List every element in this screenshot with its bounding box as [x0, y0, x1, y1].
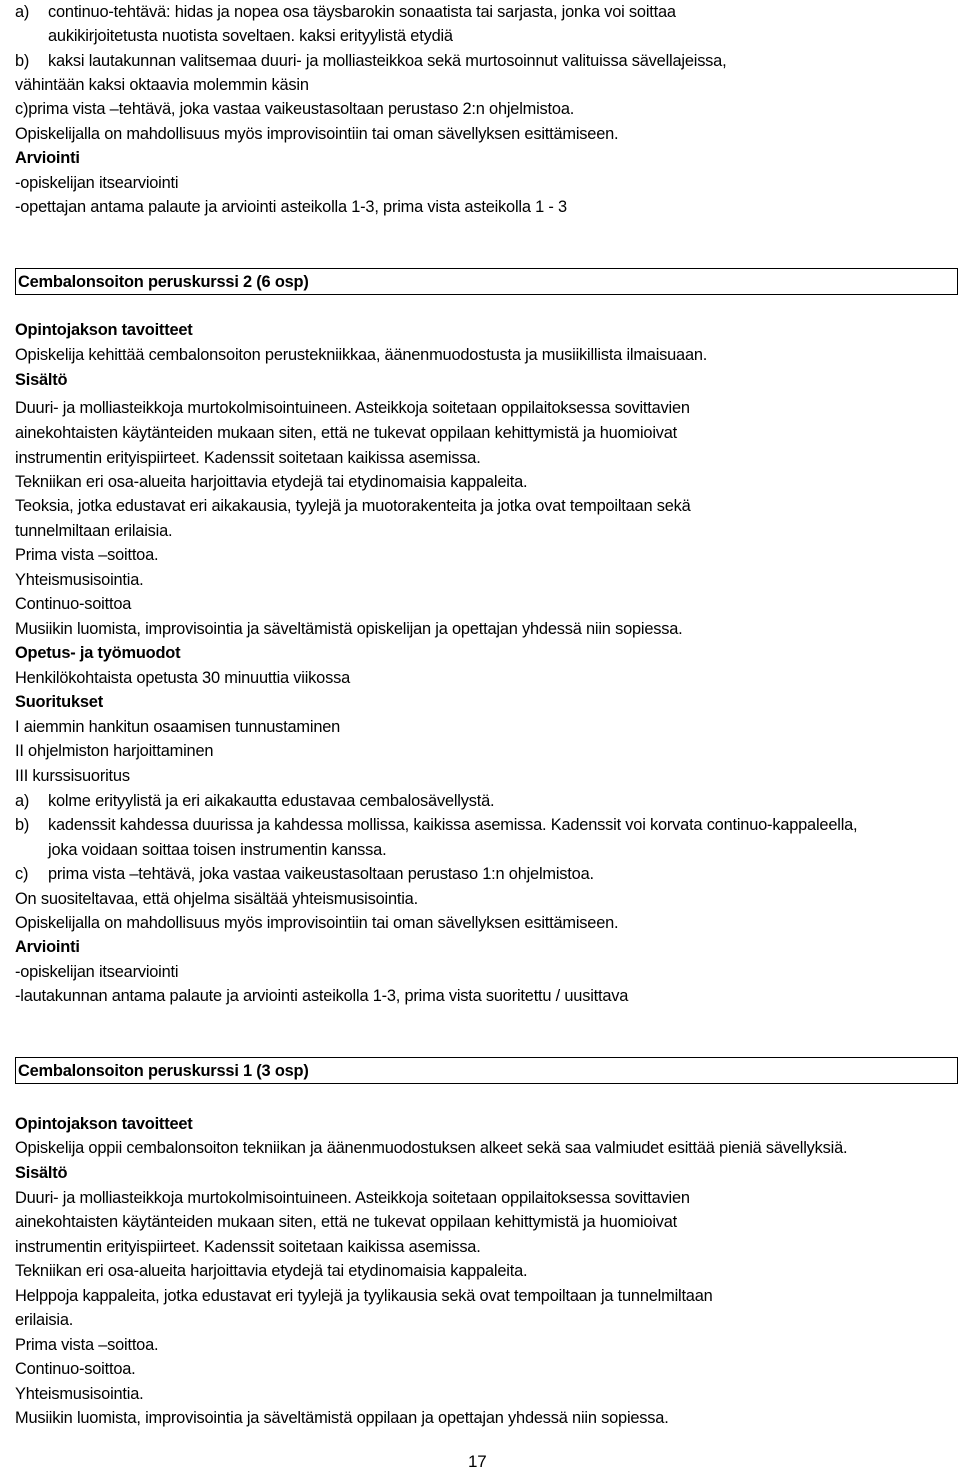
paragraph: ainekohtaisten käytänteiden mukaan siten, että ne tukevat oppilaan kehittymistä ja huomioivat: [15, 424, 678, 442]
list-label: b): [15, 52, 30, 70]
paragraph: Henkilökohtaista opetusta 30 minuuttia viikossa: [15, 669, 350, 687]
section-heading-goals: Opintojakson tavoitteet: [15, 1115, 193, 1133]
paragraph: Opiskelijalla on mahdollisuus myös improvisointiin tai oman sävellyksen esittämiseen.: [15, 914, 619, 932]
paragraph: Continuo-soittoa.: [15, 1360, 136, 1378]
list-label: c): [15, 865, 29, 883]
paragraph: ainekohtaisten käytänteiden mukaan siten, että ne tukevat oppilaan kehittymistä ja huomioivat: [15, 1213, 678, 1231]
course-title-box: [15, 268, 958, 295]
list-text: kadenssit kahdessa duurissa ja kahdessa mollissa, kaikissa asemissa. Kadenssit voi korvata continuo-kappaleella,: [48, 816, 858, 834]
paragraph: Prima vista –soittoa.: [15, 546, 159, 564]
paragraph: Duuri- ja molliasteikkoja murtokolmisointuineen. Asteikkoja soitetaan oppilaitoksessa sovittavien: [15, 1189, 690, 1207]
paragraph: Musiikin luomista, improvisointia ja säveltämistä opiskelijan ja opettajan yhdessä niin sopiessa.: [15, 620, 683, 638]
page-number: 17: [468, 1452, 487, 1471]
paragraph: Tekniikan eri osa-alueita harjoittavia etydejä tai etydinomaisia kappaleita.: [15, 473, 528, 491]
paragraph: Yhteismusisointia.: [15, 571, 144, 589]
paragraph: I aiemmin hankitun osaamisen tunnustaminen: [15, 718, 341, 736]
list-item-b-cont: vähintään kaksi oktaavia molemmin käsin: [15, 76, 309, 94]
list-text: prima vista –tehtävä, joka vastaa vaikeustasoltaan perustaso 1:n ohjelmistoa.: [48, 865, 594, 883]
paragraph: Prima vista –soittoa.: [15, 1336, 159, 1354]
section-heading-content: Sisältö: [15, 1164, 68, 1182]
paragraph: Helppoja kappaleita, jotka edustavat eri tyylejä ja tyylikausia sekä ovat tempoiltaan ja tunnelmiltaan: [15, 1287, 713, 1305]
course-title: Cembalonsoiton peruskurssi 1 (3 osp): [18, 1062, 309, 1080]
paragraph: Duuri- ja molliasteikkoja murtokolmisointuineen. Asteikkoja soitetaan oppilaitoksessa sovittavien: [15, 399, 690, 417]
section-heading-assessment: Arviointi: [15, 149, 80, 167]
paragraph: instrumentin erityispiirteet. Kadenssit soitetaan kaikissa asemissa.: [15, 449, 481, 467]
paragraph: Continuo-soittoa: [15, 595, 132, 613]
list-label: b): [15, 816, 30, 834]
section-heading-goals: Opintojakson tavoitteet: [15, 321, 193, 339]
paragraph: Teoksia, jotka edustavat eri aikakausia, tyylejä ja muotorakenteita ja jotka ovat tempoiltaan sekä: [15, 497, 691, 515]
list-text: kolme erityylistä ja eri aikakautta edustavaa cembalosävellystä.: [48, 792, 495, 810]
list-text: kaksi lautakunnan valitsemaa duuri- ja molliasteikkoa sekä murtosoinnut valituissa sävellajeissa,: [48, 52, 727, 70]
paragraph: Musiikin luomista, improvisointia ja säveltämistä oppilaan ja opettajan yhdessä niin sopiessa.: [15, 1409, 669, 1427]
section-heading-assessment: Arviointi: [15, 938, 80, 956]
list-item-a-cont: aukikirjoitetusta nuotista soveltaen. kaksi erityylistä etydiä: [48, 27, 453, 45]
list-item-b-cont: joka voidaan soittaa toisen instrumentin kanssa.: [48, 841, 387, 859]
paragraph: -opiskelijan itsearviointi: [15, 174, 179, 192]
section-heading-performances: Suoritukset: [15, 693, 103, 711]
list-text: continuo-tehtävä: hidas ja nopea osa täysbarokin sonaatista tai sarjasta, jonka voi soittaa: [48, 3, 676, 21]
section-heading-content: Sisältö: [15, 371, 68, 389]
paragraph: Tekniikan eri osa-alueita harjoittavia etydejä tai etydinomaisia kappaleita.: [15, 1262, 528, 1280]
paragraph: Opiskelija oppii cembalonsoiton tekniikan ja äänenmuodostuksen alkeet sekä saa valmiudet esittää pieniä sävellyksiä.: [15, 1139, 848, 1157]
course-title: Cembalonsoiton peruskurssi 2 (6 osp): [18, 273, 309, 291]
paragraph: Yhteismusisointia.: [15, 1385, 144, 1403]
paragraph: erilaisia.: [15, 1311, 74, 1329]
paragraph: instrumentin erityispiirteet. Kadenssit soitetaan kaikissa asemissa.: [15, 1238, 481, 1256]
paragraph: Opiskelijalla on mahdollisuus myös improvisointiin tai oman sävellyksen esittämiseen.: [15, 125, 619, 143]
paragraph: tunnelmiltaan erilaisia.: [15, 522, 173, 540]
paragraph: III kurssisuoritus: [15, 767, 130, 785]
paragraph: II ohjelmiston harjoittaminen: [15, 742, 214, 760]
course-title-box: [15, 1057, 958, 1084]
list-item-c: c)prima vista –tehtävä, joka vastaa vaikeustasoltaan perustaso 2:n ohjelmistoa.: [15, 100, 575, 118]
paragraph: -opettajan antama palaute ja arviointi asteikolla 1-3, prima vista asteikolla 1 - 3: [15, 198, 567, 216]
paragraph: On suositeltavaa, että ohjelma sisältää yhteismusisointia.: [15, 890, 418, 908]
section-heading-methods: Opetus- ja työmuodot: [15, 644, 181, 662]
paragraph: -lautakunnan antama palaute ja arviointi asteikolla 1-3, prima vista suoritettu / uusittava: [15, 987, 629, 1005]
paragraph: Opiskelija kehittää cembalonsoiton perustekniikkaa, äänenmuodostusta ja musiikillista ilmaisuaan.: [15, 346, 708, 364]
list-label: a): [15, 792, 30, 810]
paragraph: -opiskelijan itsearviointi: [15, 963, 179, 981]
list-label: a): [15, 3, 30, 21]
